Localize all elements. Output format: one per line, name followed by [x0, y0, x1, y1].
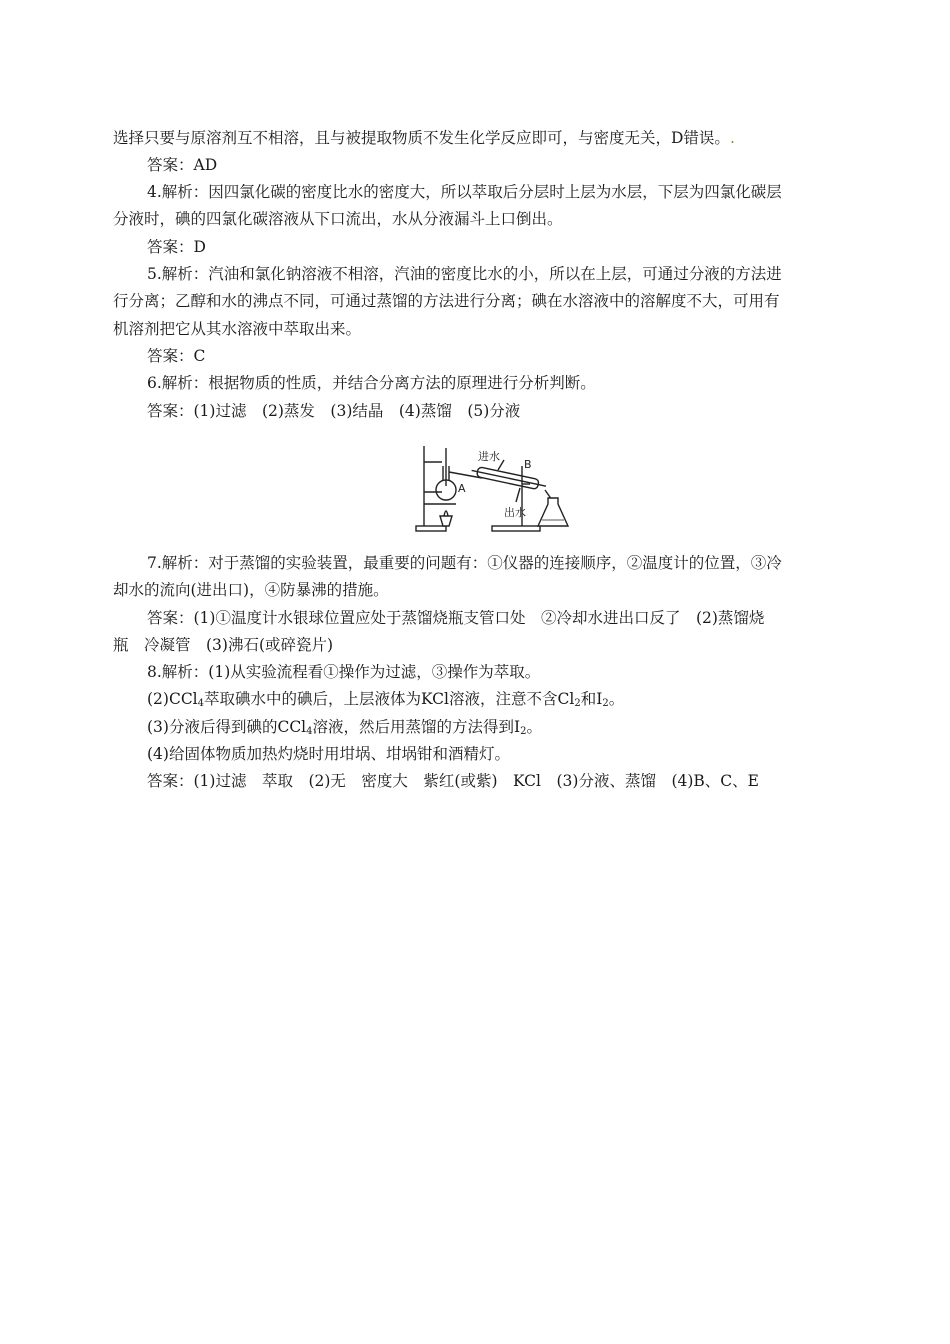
text-line: (3)分液后得到碘的CCl$_4$溶液，然后用蒸馏的方法得到$I_2$。 — [147, 718, 543, 737]
answer-line: 答案：(1)①温度计水银球位置应处于蒸馏烧瓶支管口处 ②冷却水进出口反了 (2)蒸馏烧 — [147, 609, 765, 627]
water-in-label: 进水 — [478, 450, 500, 463]
text-line: 机溶剂把它从其水溶液中萃取出来。 — [113, 320, 362, 338]
label-b: B — [524, 458, 532, 471]
stray-dot: . — [729, 129, 735, 147]
answer-line: 答案：AD — [147, 156, 218, 174]
text-line: (2)CCl$_4$萃取碘水中的碘后，上层液体为KCl溶液，注意不含$Cl_2$和$I_2$。 — [147, 690, 625, 709]
text-line: 4.解析：因四氯化碳的密度比水的密度大，所以萃取后分层时上层为水层，下层为四氯化碳层 — [147, 183, 782, 201]
text-line: (4)给固体物质加热灼烧时用坩埚、坩埚钳和酒精灯。 — [147, 745, 510, 763]
text-line: 5.解析：汽油和氯化钠溶液不相溶，汽油的密度比水的小，所以在上层，可通过分液的方法进 — [147, 265, 782, 283]
answer-line: 答案：(1)过滤 萃取 (2)无 密度大 紫红(或紫) KCl (3)分液、蒸馏 (4)B、C、E — [147, 772, 759, 790]
answer-line: 瓶 冷凝管 (3)沸石(或碎瓷片) — [113, 636, 334, 654]
label-a: A — [458, 482, 466, 495]
text-line: 选择只要与原溶剂互不相溶，且与被提取物质不发生化学反应即可，与密度无关，D错误。. — [113, 129, 735, 147]
answer-line: 答案：D — [147, 238, 206, 256]
answer-line: 答案：(1)过滤 (2)蒸发 (3)结晶 (4)蒸馏 (5)分液 — [147, 402, 521, 420]
text-line: 分液时，碘的四氯化碳溶液从下口流出，水从分液漏斗上口倒出。 — [113, 210, 563, 228]
text-line: 行分离；乙醇和水的沸点不同，可通过蒸馏的方法进行分离；碘在水溶液中的溶解度不大，可用有 — [113, 292, 780, 310]
text-line: 却水的流向(进出口)，④防暴沸的措施。 — [113, 581, 389, 599]
water-out-label: 出水 — [504, 506, 526, 519]
text-line: 6.解析：根据物质的性质，并结合分离方法的原理进行分析判断。 — [147, 374, 596, 392]
text-line: 7.解析：对于蒸馏的实验装置，最重要的问题有：①仪器的连接顺序，②温度计的位置，③冷 — [147, 554, 782, 572]
distillation-apparatus-figure — [412, 440, 574, 534]
text-line: 8.解析：(1)从实验流程看①操作为过滤，③操作为萃取。 — [147, 663, 541, 681]
answer-line: 答案：C — [147, 347, 206, 365]
